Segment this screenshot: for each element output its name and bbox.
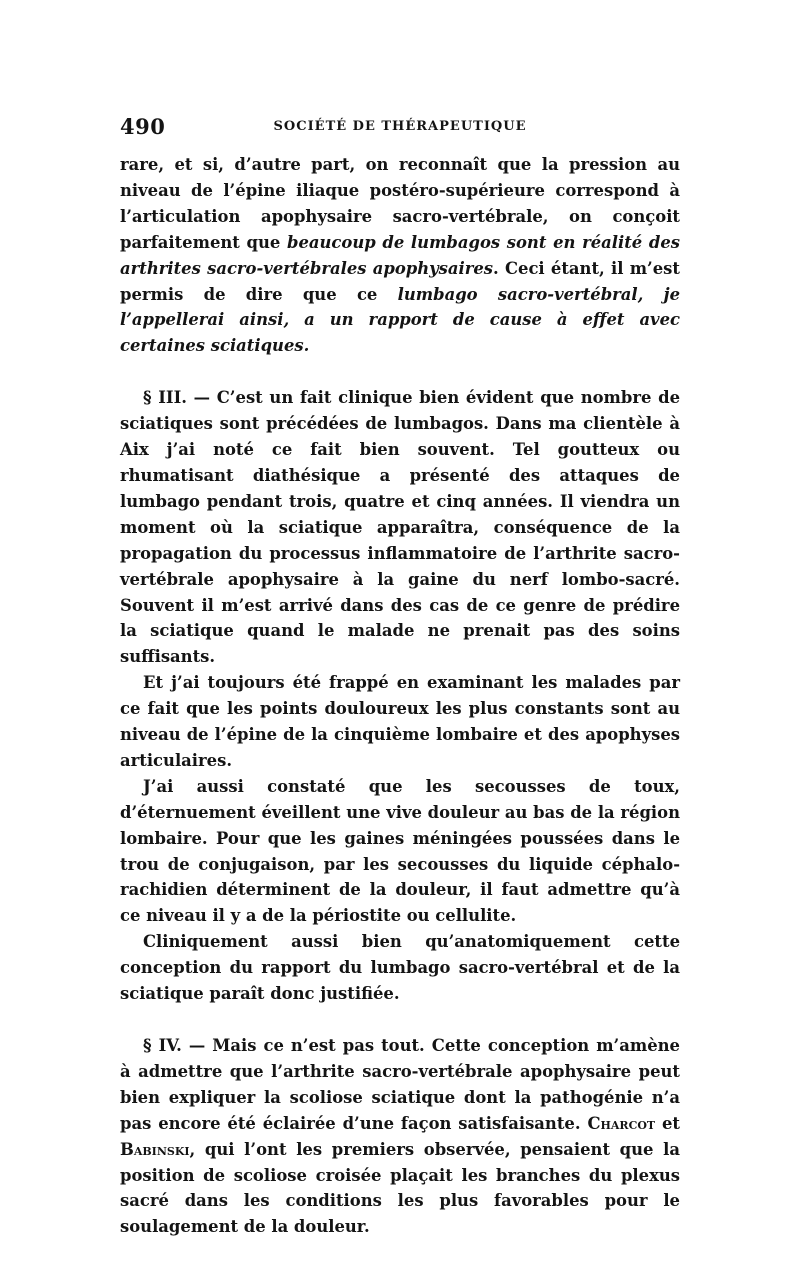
text-run: rare, et si, d’autre part, on reconnaît que la pression au niveau de l’épine iliaque postéro-supérieure correspond à l’articulation apophysaire sacro-vertébrale, on conçoit parfaitement que <box>120 155 680 252</box>
text-run: § IV. — Mais ce n’est pas tout. Cette conception m’amène à admettre que l’arthrite sacro-vertébrale apophysaire peut bien expliquer la scoliose sciatique dont la pathogénie n’a pas encore été éclairée d’une façon satisfaisante. <box>120 1036 680 1133</box>
text-run: , qui l’ont les premiers observée, pensaient que la position de scoliose croisée plaçait les branches du plexus sacré dans les conditions les plus favorables pour le soulagement de la douleur. <box>120 1139 680 1237</box>
author-name: Charcot <box>587 1113 656 1133</box>
paragraph-continuation <box>120 152 680 359</box>
paragraph: Cliniquement aussi bien qu’anatomiquement cette conception du rapport du lumbago sacro-vertébral et de la sciatique paraît donc justifiée. <box>120 932 680 1004</box>
paragraph: J’ai aussi constaté que les secousses de toux, d’éternuement éveillent une vive douleur au bas de la région lombaire. Pour que les gaines méningées poussées dans le trou de conjugaison, par les secousses du liquide céphalo-rachidien déterminent de la douleur, il faut admettre qu’à ce niveau il y a de la périostite ou cellulite. <box>120 776 680 926</box>
author-name: Babinski <box>120 1139 190 1159</box>
page-number: 490 <box>120 114 166 139</box>
text-run: et <box>655 1113 680 1133</box>
italic-text: beaucoup de lumbagos sont en réalité des arthrites sacro-vertébrales apophysaires <box>120 232 680 278</box>
paragraph: Et j’ai toujours été frappé en examinant les malades par ce fait que les points douloureux les plus constants sont au niveau de l’épine de la cinquième lombaire et des apophyses articulaires. <box>120 673 680 770</box>
page-header <box>120 114 680 144</box>
text-run: . Ceci étant, il m’est permis de dire que ce <box>120 258 680 304</box>
page-body <box>120 152 680 1240</box>
italic-text: lumbago sacro-vertébral, je l’appellerai ainsi, a un rapport de cause à effet avec certaines sciatiques. <box>120 284 680 356</box>
paragraph-section-iv <box>120 1033 680 1240</box>
paragraph-section-iii: § III. — C’est un fait clinique bien évident que nombre de sciatiques sont précédées de lumbagos. Dans ma clientèle à Aix j’ai noté ce fait bien souvent. Tel goutteux ou rhumatisant diathésique a présenté des attaques de lumbago pendant trois, quatre et cinq années. Il viendra un moment où la sciatique apparaîtra, conséquence de la propagation du processus inflammatoire de l’arthrite sacro-vertébrale apophysaire à la gaine du nerf lombo-sacré. Souvent il m’est arrivé dans des cas de ce genre de prédire la sciatique quand le malade ne prenait pas des soins suffisants. <box>120 388 680 667</box>
running-head: SOCIÉTÉ DE THÉRAPEUTIQUE <box>273 119 527 134</box>
